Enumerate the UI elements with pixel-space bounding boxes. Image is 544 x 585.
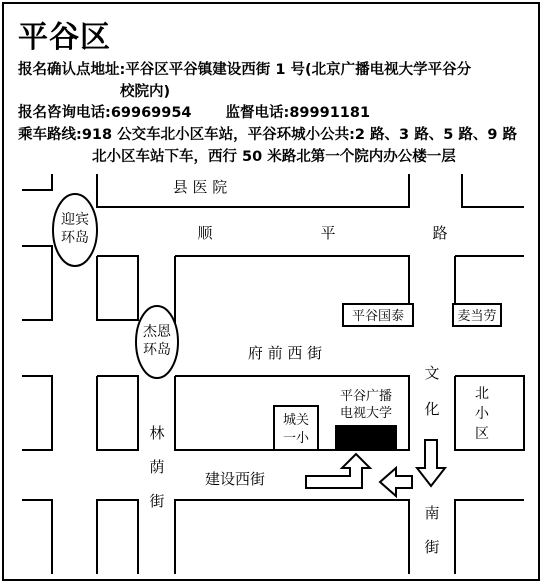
arrow-turn-up-icon — [306, 454, 370, 488]
arrow-left-icon — [380, 468, 412, 496]
bei-xiaoqu-label-1: 北 — [475, 386, 489, 402]
block-bottom-center — [175, 500, 409, 574]
block-left-low — [22, 376, 52, 450]
route-line-cont: 北小区车站下车，西行 50 米路北第一个院内办公楼一层 — [92, 149, 456, 165]
supervise-label: 监督电话: — [225, 105, 290, 121]
tvu-marker — [335, 425, 397, 450]
road-label-hospital: 县 医 院 — [172, 178, 228, 196]
road-label-lin: 林 — [149, 424, 165, 442]
road-label-lu: 路 — [432, 224, 448, 242]
block-top-right — [462, 174, 524, 207]
building-pinggu-guotai — [343, 304, 413, 326]
jieen-roundabout — [136, 306, 178, 378]
mcdonalds-label: 麦当劳 — [457, 309, 497, 324]
block-hospital — [97, 174, 409, 207]
road-label-yin: 荫 — [149, 458, 165, 476]
building-mcdonalds — [453, 304, 501, 326]
chengguan-label-1: 城关 — [282, 413, 310, 428]
route-text: 918 公交车北小区车站，平谷环城小公共:2 路、3 路、5 路、9 路 — [81, 127, 517, 143]
phone-number: 69969954 — [110, 105, 192, 121]
road-label-shun: 顺 — [197, 224, 213, 242]
address-line-cont: 校院内) — [120, 84, 171, 100]
route-label: 乘车路线: — [18, 127, 82, 143]
yingbin-roundabout — [53, 194, 97, 266]
block-bottom-right — [455, 500, 524, 574]
road-label-jianshe: 建设西街 — [204, 470, 266, 488]
block-bottom-west — [97, 500, 138, 574]
yingbin-label-1: 迎宾 — [61, 212, 89, 228]
road-label-jie2: 街 — [149, 492, 165, 510]
supervise-number: 89991181 — [289, 105, 371, 121]
phone-label: 报名咨询电话: — [18, 105, 111, 121]
address-text: 平谷区平谷镇建设西街 1 号(北京广播电视大学平谷分 — [125, 62, 472, 78]
tvu-label-1: 平谷广播 — [339, 389, 393, 404]
bei-xiaoqu-label-3: 区 — [475, 426, 489, 442]
arrow-down-icon — [417, 440, 445, 486]
building-chengguan-yixiao — [274, 406, 318, 450]
block-small-west — [97, 256, 138, 320]
road-label-ping: 平 — [320, 224, 336, 242]
pinggu-guotai-label: 平谷国泰 — [351, 309, 405, 324]
yingbin-label-2: 环岛 — [61, 230, 89, 246]
building-tvu — [335, 388, 397, 450]
jieen-label-1: 杰恩 — [143, 324, 171, 340]
tvu-label-2: 电视大学 — [339, 406, 393, 421]
chengguan-label-2: 一小 — [282, 431, 310, 446]
block-bottom-left — [22, 500, 52, 574]
bei-xiaoqu-label-2: 小 — [475, 406, 489, 422]
block-top-left — [22, 174, 52, 190]
building-bei-xiaoqu — [475, 386, 490, 442]
block-left-mid — [22, 246, 52, 320]
page-title: 平谷区 — [18, 20, 111, 55]
address-label: 报名确认点地址: — [18, 62, 126, 78]
road-label-hua: 化 — [424, 400, 440, 418]
road-label-nan: 南 — [424, 504, 440, 522]
road-label-fuqian: 府 前 西 街 — [247, 344, 323, 362]
road-label-wen: 文 — [424, 364, 440, 382]
block-bei-xiaoqu — [455, 376, 524, 450]
jieen-label-2: 环岛 — [143, 342, 171, 358]
road-label-jie: 街 — [424, 538, 440, 556]
block-small-west-low — [97, 376, 138, 450]
